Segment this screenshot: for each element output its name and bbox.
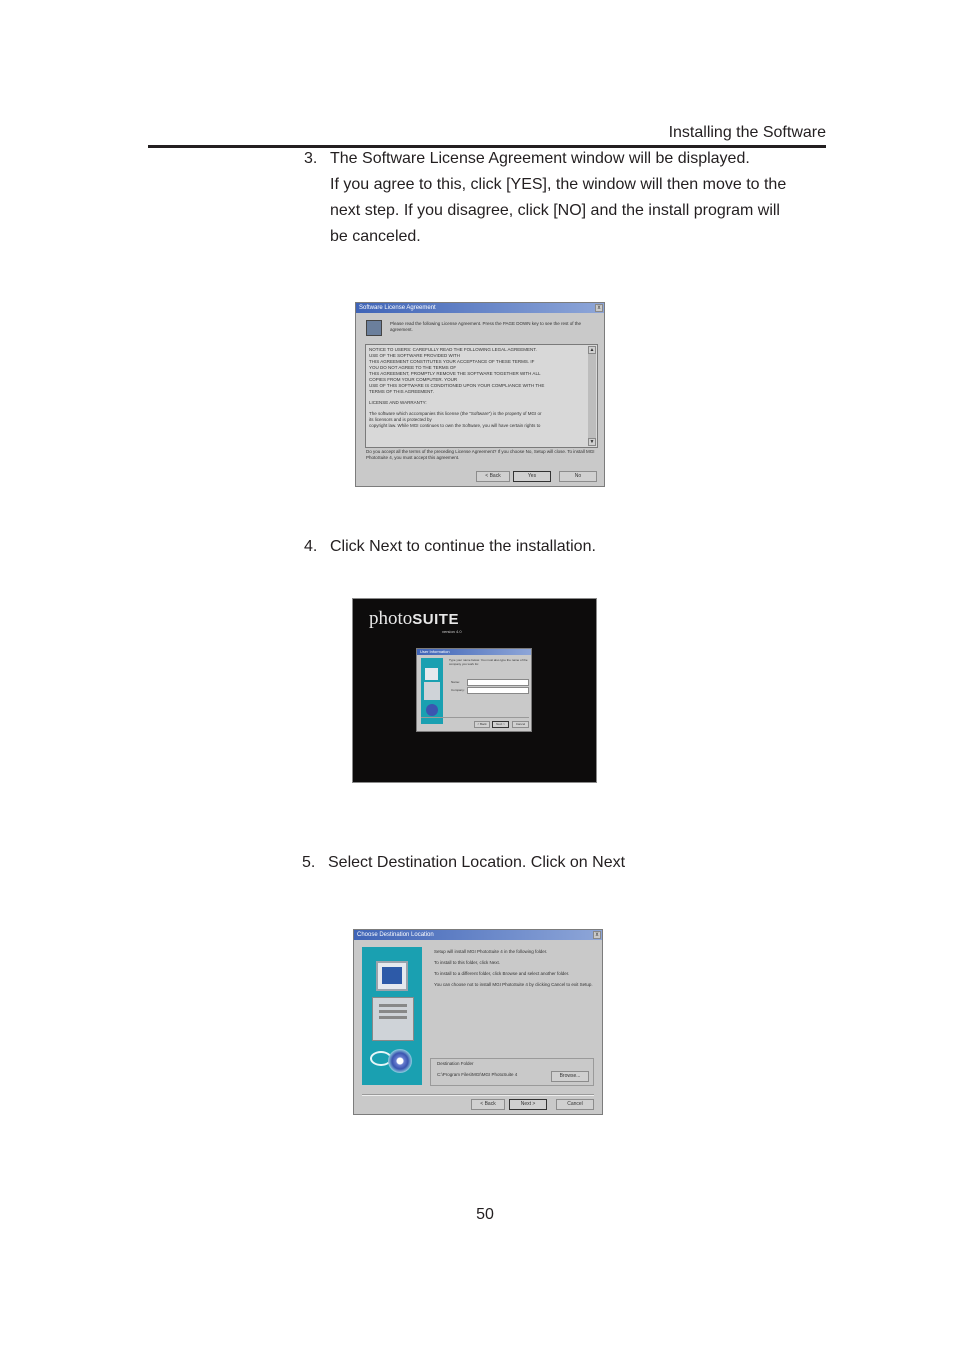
cancel-button[interactable]: Cancel <box>556 1099 594 1110</box>
next-button[interactable]: Next > <box>509 1099 547 1110</box>
license-question: Do you accept all the terms of the preceding License Agreement? If you choose No, Setup will close. To install MGI PhotoSuite 4, you must accept this agreement. <box>366 449 595 460</box>
monitor-icon <box>425 668 438 680</box>
license-scrollbar[interactable] <box>588 346 596 446</box>
step-3-line-1: The Software License Agreement window will be displayed. <box>330 150 750 167</box>
ps-dialog-titlebar <box>417 649 531 655</box>
company-label: Company: <box>451 688 465 692</box>
step-3-line-3: next step. If you disagree, click [NO] and the install program will <box>330 202 780 219</box>
photosuite-install-screen <box>352 598 597 783</box>
agreement-line: USE OF THIS SOFTWARE IS CONDITIONED UPON YOUR COMPLIANCE WITH THE <box>369 383 545 388</box>
page-number: 50 <box>476 1206 494 1223</box>
cd-icon <box>388 1049 412 1073</box>
agreement-line: LICENSE AND WARRANTY: <box>369 400 427 405</box>
agreement-line: COPIES FROM YOUR COMPUTER. YOUR <box>369 377 458 382</box>
license-intro: Please read the following License Agreement. Press the PAGE DOWN key to see the rest of the agreement. <box>390 321 582 332</box>
dest-titlebar <box>354 930 602 940</box>
destination-folder-path: C:\Program Files\MGI\MGI PhotoSuite 4 <box>437 1072 518 1077</box>
company-input[interactable] <box>467 687 529 694</box>
license-titlebar <box>356 303 604 313</box>
agreement-line: copyright law. While MGI continues to own the Software, you will have certain rights to <box>369 423 541 428</box>
back-button[interactable]: < Back <box>471 1099 505 1110</box>
logo-suite: SUITE <box>412 611 459 628</box>
destination-folder-group <box>430 1058 594 1086</box>
choose-destination-dialog <box>353 929 603 1115</box>
agreement-line: THIS AGREEMENT CONSTITUTES YOUR ACCEPTANCE OF THESE TERMS. IF <box>369 359 535 364</box>
dest-paragraph: Setup will install MGI PhotoSuite 4 in the following folder. <box>434 949 548 954</box>
user-info-dialog <box>416 648 532 732</box>
back-button[interactable]: < Back <box>476 471 510 482</box>
step-5-text: Select Destination Location. Click on Next <box>328 854 626 871</box>
dest-title: Choose Destination Location <box>357 932 434 938</box>
logo-photo: photo <box>369 608 413 629</box>
step-3-number: 3. <box>304 150 318 167</box>
computer-icon <box>366 320 382 336</box>
yes-button[interactable]: Yes <box>513 471 551 482</box>
setup-side-image <box>362 947 422 1085</box>
back-button[interactable]: < Back <box>474 721 490 728</box>
agreement-line: TERMS OF THIS AGREEMENT. <box>369 389 434 394</box>
next-button[interactable]: Next > <box>492 721 509 728</box>
photosuite-logo <box>369 608 459 630</box>
ps-dialog-title: User Information <box>420 649 450 654</box>
agreement-line: NOTICE TO USERS: CAREFULLY READ THE FOLLOWING LEGAL AGREEMENT. <box>369 347 537 352</box>
ps-dialog-intro: Type your name below. You must also type the name of the company you work for. <box>449 658 528 666</box>
setup-side-image <box>421 658 443 724</box>
step-5-number: 5. <box>302 854 316 871</box>
scroll-down-icon[interactable]: ▼ <box>589 439 595 445</box>
destination-folder-label: Destination Folder <box>437 1061 474 1066</box>
no-button[interactable]: No <box>559 471 597 482</box>
dest-paragraph: You can choose not to install MGI PhotoSuite 4 by clicking Cancel to exit Setup. <box>434 982 593 987</box>
computer-icon <box>424 682 440 700</box>
agreement-line: The software which accompanies this license (the "Software") is the property of MGI or <box>369 411 542 416</box>
name-input[interactable] <box>467 679 529 686</box>
agreement-line: YOU DO NOT AGREE TO THE TERMS OF <box>369 365 457 370</box>
license-text-box[interactable] <box>365 344 598 448</box>
version-label: version 4.0 <box>442 629 462 634</box>
cancel-button[interactable]: Cancel <box>512 721 529 728</box>
browse-button[interactable]: Browse... <box>551 1071 589 1082</box>
step-3-text <box>330 146 830 250</box>
computer-icon <box>372 997 414 1041</box>
license-agreement-dialog <box>355 302 605 487</box>
separator <box>421 717 529 718</box>
close-icon[interactable]: x <box>593 931 601 939</box>
step-3-line-4: be canceled. <box>330 228 421 245</box>
name-label: Name: <box>451 680 460 684</box>
step-4-text: Click Next to continue the installation. <box>330 538 596 555</box>
agreement-line: THIS AGREEMENT, PROMPTLY REMOVE THE SOFTWARE TOGETHER WITH ALL <box>369 371 541 376</box>
step-4-number: 4. <box>304 538 318 555</box>
step-3-line-2: If you agree to this, click [YES], the window will then move to the <box>330 176 787 193</box>
close-icon[interactable]: x <box>595 304 603 312</box>
cd-icon <box>426 704 438 716</box>
dest-instructions <box>434 949 599 993</box>
license-title: Software License Agreement <box>359 305 436 311</box>
section-header: Installing the Software <box>668 124 826 141</box>
dest-paragraph: To install to a different folder, click Browse and select another folder. <box>434 971 570 976</box>
separator <box>362 1094 594 1096</box>
dest-paragraph: To install to this folder, click Next. <box>434 960 501 965</box>
scroll-up-icon[interactable]: ▲ <box>589 347 595 353</box>
agreement-line: its licensors and is protected by <box>369 417 432 422</box>
monitor-icon <box>376 961 408 991</box>
agreement-line: USE OF THE SOFTWARE PROVIDED WITH <box>369 353 461 358</box>
